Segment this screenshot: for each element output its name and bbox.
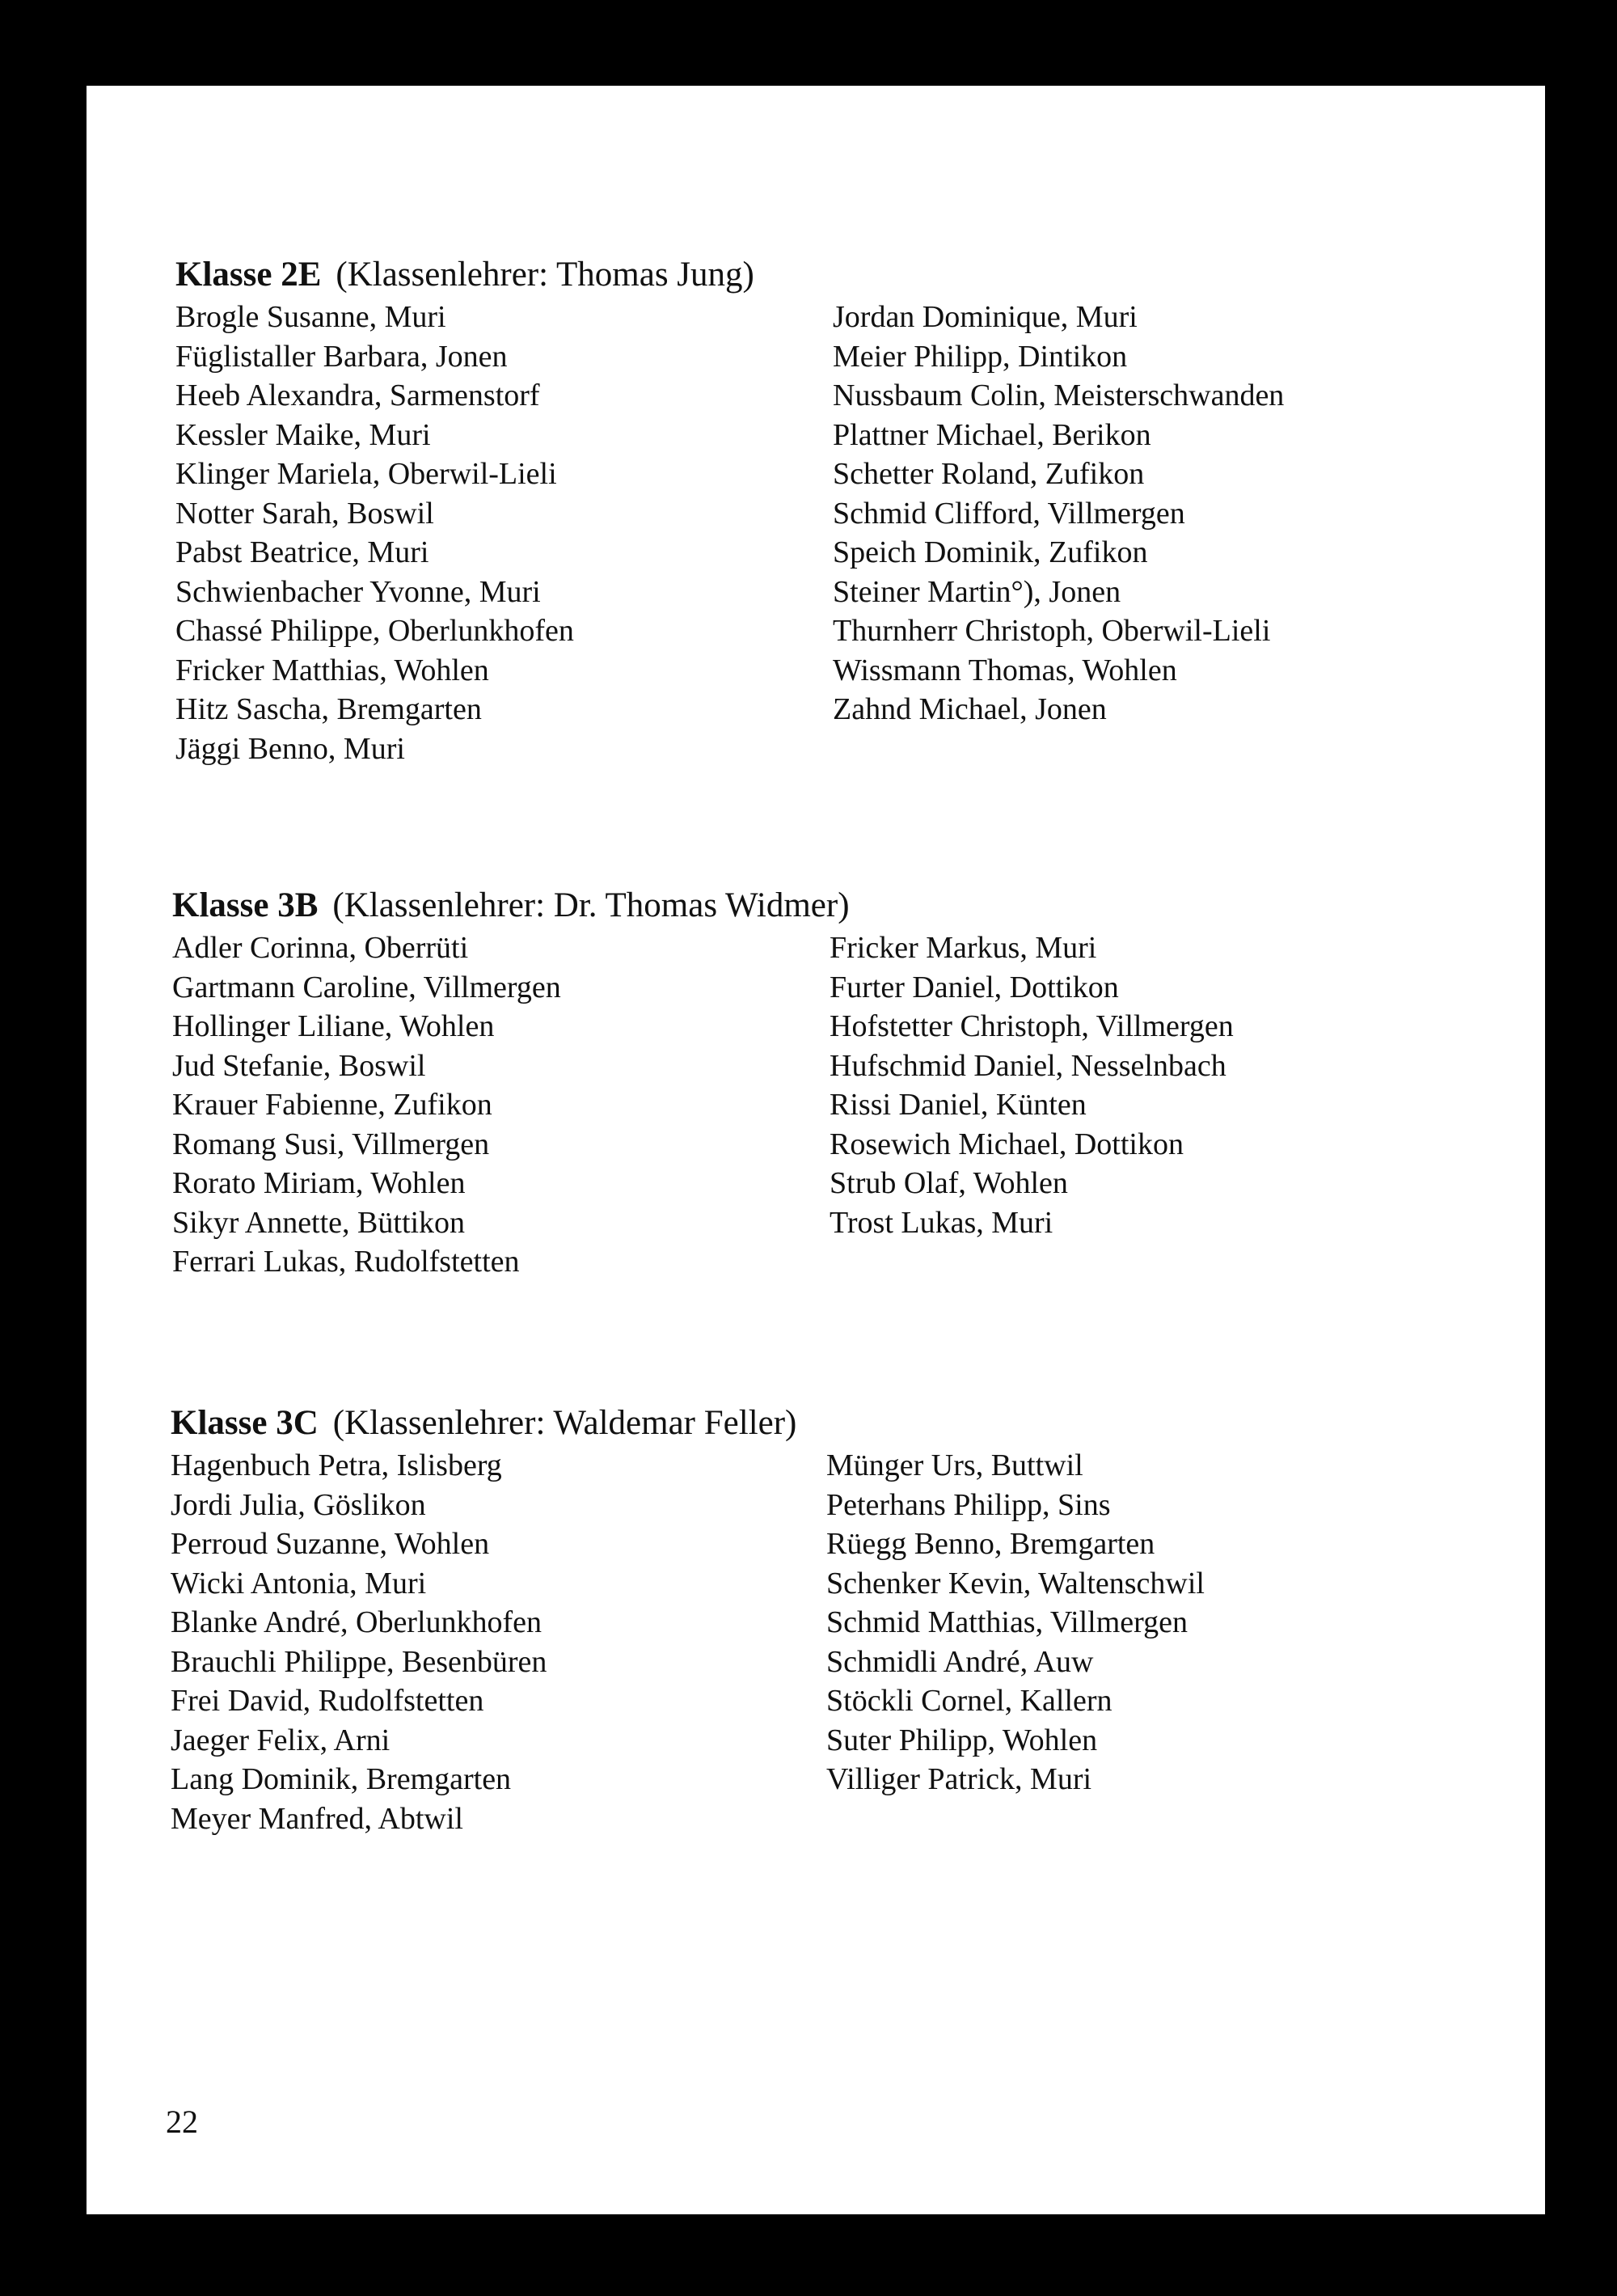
student-entry: Peterhans Philipp, Sins (826, 1487, 1111, 1522)
student-entry: Hagenbuch Petra, Islisberg (171, 1448, 502, 1482)
student-list-left (172, 928, 561, 1282)
student-entry: Frei David, Rudolfstetten (171, 1684, 484, 1718)
student-entry: Plattner Michael, Berikon (833, 417, 1151, 452)
student-entry: Adler Corinna, Oberrüti (172, 931, 469, 965)
student-list-left (175, 298, 574, 768)
student-entry: Schmid Clifford, Villmergen (833, 496, 1185, 531)
student-entry: Trost Lukas, Muri (830, 1205, 1053, 1240)
student-entry: Hofstetter Christoph, Villmergen (830, 1009, 1234, 1043)
student-entry: Wissmann Thomas, Wohlen (833, 653, 1177, 687)
class-teacher: (Klassenlehrer: Dr. Thomas Widmer) (332, 886, 850, 924)
student-list-right (826, 1446, 1205, 1799)
student-entry: Rüegg Benno, Bremgarten (826, 1527, 1155, 1561)
student-entry: Heeb Alexandra, Sarmenstorf (175, 378, 540, 412)
student-entry: Thurnherr Christoph, Oberwil-Lieli (833, 614, 1271, 648)
class-label: Klasse 3B (172, 886, 319, 924)
student-list-right (830, 928, 1234, 1242)
student-entry: Lang Dominik, Bremgarten (171, 1762, 512, 1796)
student-list-right (833, 298, 1284, 729)
page-number: 22 (166, 2104, 198, 2140)
student-entry: Notter Sarah, Boswil (175, 496, 434, 531)
student-entry: Blanke André, Oberlunkhofen (171, 1605, 543, 1639)
student-entry: Gartmann Caroline, Villmergen (172, 970, 561, 1004)
student-entry: Suter Philipp, Wohlen (826, 1723, 1098, 1757)
student-entry: Jordan Dominique, Muri (833, 300, 1138, 334)
student-entry: Füglistaller Barbara, Jonen (175, 339, 508, 374)
student-entry: Jud Stefanie, Boswil (172, 1048, 426, 1083)
student-entry: Krauer Fabienne, Zufikon (172, 1088, 492, 1122)
student-list-left (171, 1446, 547, 1838)
class-label: Klasse 3C (171, 1404, 319, 1442)
student-entry: Hufschmid Daniel, Nesselnbach (830, 1048, 1226, 1083)
student-entry: Jordi Julia, Göslikon (171, 1487, 426, 1522)
student-entry: Jaeger Felix, Arni (171, 1723, 391, 1757)
class-teacher: (Klassenlehrer: Waldemar Feller) (332, 1404, 797, 1442)
class-label: Klasse 2E (175, 256, 322, 294)
student-entry: Fricker Matthias, Wohlen (175, 653, 489, 687)
student-entry: Pabst Beatrice, Muri (175, 535, 429, 569)
student-entry: Meier Philipp, Dintikon (833, 339, 1128, 374)
student-entry: Stöckli Cornel, Kallern (826, 1684, 1112, 1718)
class-heading (175, 256, 754, 294)
student-entry: Kessler Maike, Muri (175, 417, 431, 452)
student-entry: Schmid Matthias, Villmergen (826, 1605, 1188, 1639)
student-entry: Jäggi Benno, Muri (175, 731, 405, 766)
student-entry: Klinger Mariela, Oberwil-Lieli (175, 457, 557, 491)
student-entry: Rorato Miriam, Wohlen (172, 1166, 466, 1200)
class-heading (172, 886, 850, 925)
student-entry: Nussbaum Colin, Meisterschwanden (833, 378, 1285, 412)
student-entry: Schwienbacher Yvonne, Muri (175, 574, 541, 609)
student-entry: Steiner Martin°), Jonen (833, 574, 1121, 609)
student-entry: Brauchli Philippe, Besenbüren (171, 1644, 547, 1679)
student-entry: Münger Urs, Buttwil (826, 1448, 1083, 1482)
student-entry: Furter Daniel, Dottikon (830, 970, 1119, 1004)
student-entry: Rosewich Michael, Dottikon (830, 1127, 1184, 1161)
student-entry: Perroud Suzanne, Wohlen (171, 1527, 490, 1561)
student-entry: Villiger Patrick, Muri (826, 1762, 1092, 1796)
student-entry: Speich Dominik, Zufikon (833, 535, 1148, 569)
student-entry: Chassé Philippe, Oberlunkhofen (175, 614, 574, 648)
student-entry: Schetter Roland, Zufikon (833, 457, 1145, 491)
student-entry: Brogle Susanne, Muri (175, 300, 446, 334)
student-entry: Schenker Kevin, Waltenschwil (826, 1566, 1205, 1600)
student-entry: Rissi Daniel, Künten (830, 1088, 1087, 1122)
student-entry: Sikyr Annette, Büttikon (172, 1205, 466, 1240)
student-entry: Hollinger Liliane, Wohlen (172, 1009, 495, 1043)
student-entry: Schmidli André, Auw (826, 1644, 1094, 1679)
student-entry: Wicki Antonia, Muri (171, 1566, 427, 1600)
student-entry: Hitz Sascha, Bremgarten (175, 692, 482, 726)
student-entry: Strub Olaf, Wohlen (830, 1166, 1068, 1200)
student-entry: Fricker Markus, Muri (830, 931, 1097, 965)
student-entry: Ferrari Lukas, Rudolfstetten (172, 1245, 520, 1279)
class-heading (171, 1404, 796, 1443)
class-teacher: (Klassenlehrer: Thomas Jung) (336, 256, 754, 294)
student-entry: Zahnd Michael, Jonen (833, 692, 1107, 726)
student-entry: Meyer Manfred, Abtwil (171, 1801, 463, 1836)
student-entry: Romang Susi, Villmergen (172, 1127, 490, 1161)
